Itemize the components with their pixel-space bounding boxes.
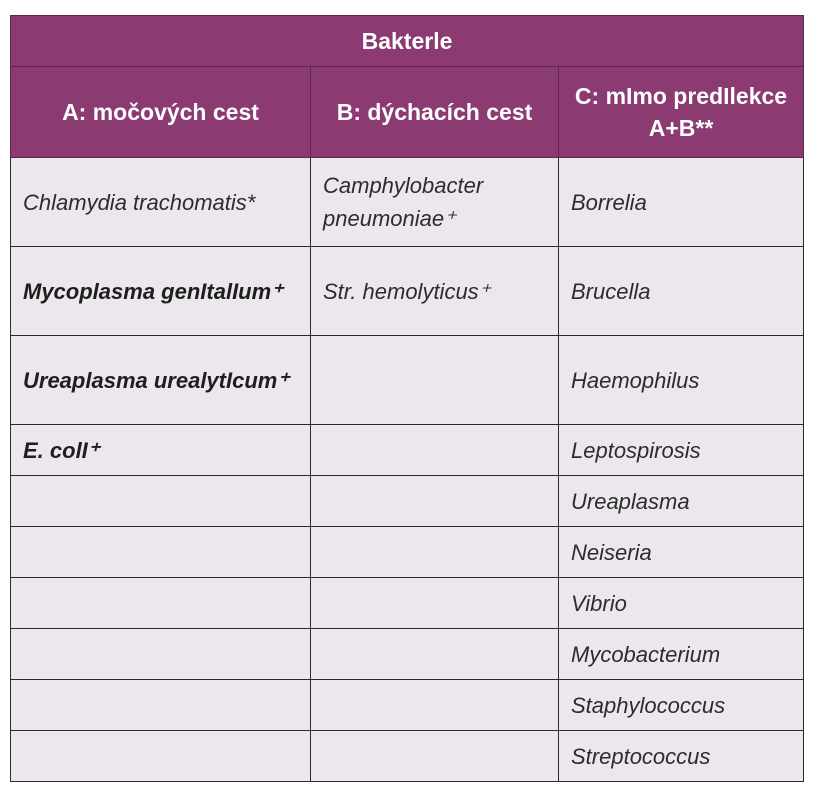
group-header: Bakterle: [11, 16, 804, 67]
cell-respiratory: [311, 578, 559, 629]
cell-respiratory: [311, 680, 559, 731]
cell-respiratory: [311, 425, 559, 476]
table-row: [11, 578, 804, 629]
cell-urinary: [11, 629, 311, 680]
cell-respiratory: Str. hemolyticus⁺: [311, 247, 559, 336]
table-body: [11, 158, 804, 782]
cell-other: Borrelia: [559, 158, 804, 247]
cell-other: Leptospirosis: [559, 425, 804, 476]
cell-respiratory: [311, 731, 559, 782]
cell-urinary: [11, 476, 311, 527]
cell-urinary: [11, 527, 311, 578]
cell-other: Vibrio: [559, 578, 804, 629]
bacteria-table-container: [10, 15, 803, 782]
cell-other: Ureaplasma: [559, 476, 804, 527]
cell-respiratory: Camphylobacter pneumoniae⁺: [311, 158, 559, 247]
column-header-c: C: mImo predIlekce A+B**: [559, 67, 804, 158]
table-row: [11, 731, 804, 782]
column-header-b: B: dýchacích cest: [311, 67, 559, 158]
cell-urinary: Chlamydia trachomatis*: [11, 158, 311, 247]
table-row: [11, 425, 804, 476]
column-header-a: A: močových cest: [11, 67, 311, 158]
cell-other: Streptococcus: [559, 731, 804, 782]
bacteria-table: [10, 15, 804, 782]
cell-respiratory: [311, 629, 559, 680]
cell-respiratory: [311, 476, 559, 527]
table-row: [11, 629, 804, 680]
cell-urinary: [11, 680, 311, 731]
cell-respiratory: [311, 336, 559, 425]
table-row: [11, 247, 804, 336]
cell-other: Staphylococcus: [559, 680, 804, 731]
cell-urinary: [11, 731, 311, 782]
cell-urinary: [11, 578, 311, 629]
cell-respiratory: [311, 527, 559, 578]
table-row: [11, 476, 804, 527]
cell-other: Mycobacterium: [559, 629, 804, 680]
cell-other: Haemophilus: [559, 336, 804, 425]
table-row: [11, 527, 804, 578]
cell-other: Neiseria: [559, 527, 804, 578]
cell-urinary: Mycoplasma genItalIum⁺: [11, 247, 311, 336]
table-row: [11, 158, 804, 247]
table-row: [11, 680, 804, 731]
cell-other: Brucella: [559, 247, 804, 336]
table-row: [11, 336, 804, 425]
cell-urinary: E. colI⁺: [11, 425, 311, 476]
cell-urinary: Ureaplasma urealytIcum⁺: [11, 336, 311, 425]
